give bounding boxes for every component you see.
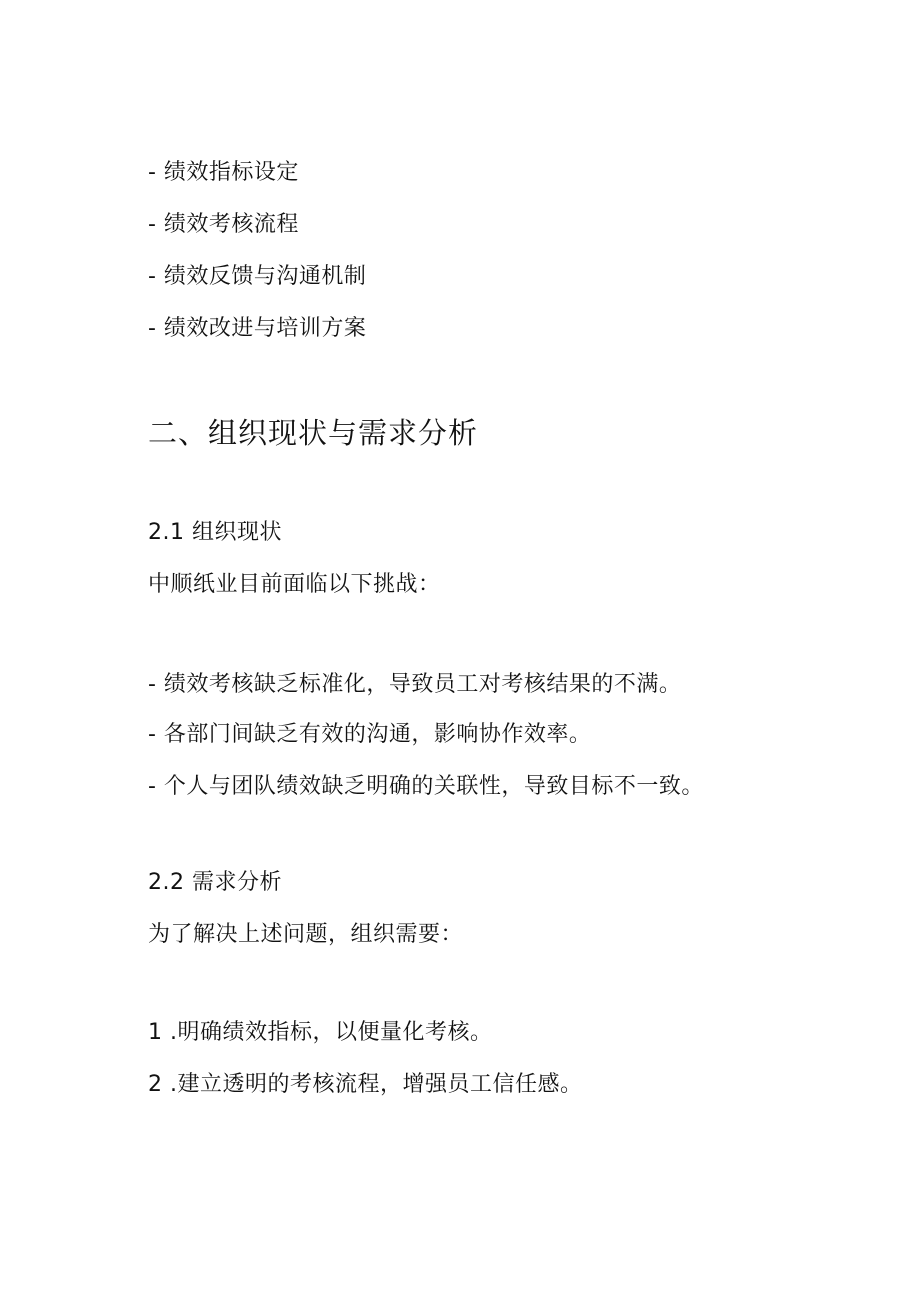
list-item: - 绩效改进与培训方案 <box>148 316 367 341</box>
subsection-title: 2.1 组织现状 <box>148 520 282 545</box>
list-item: - 各部门间缺乏有效的沟通，影响协作效率。 <box>148 722 592 747</box>
list-item: - 绩效考核流程 <box>148 212 299 237</box>
section-heading: 二、组织现状与需求分析 <box>148 416 479 450</box>
list-item: - 绩效指标设定 <box>148 160 299 185</box>
paragraph: 中顺纸业目前面临以下挑战： <box>148 572 441 597</box>
list-item: - 个人与团队绩效缺乏明确的关联性，导致目标不一致。 <box>148 774 704 799</box>
paragraph: 为了解决上述问题，组织需要： <box>148 922 464 947</box>
subsection-title: 2.2 需求分析 <box>148 870 282 895</box>
numbered-item: 1 .明确绩效指标，以便量化考核。 <box>148 1020 493 1045</box>
list-item: - 绩效考核缺乏标准化，导致员工对考核结果的不满。 <box>148 672 682 697</box>
numbered-item: 2 .建立透明的考核流程，增强员工信任感。 <box>148 1072 583 1097</box>
list-item: - 绩效反馈与沟通机制 <box>148 264 367 289</box>
